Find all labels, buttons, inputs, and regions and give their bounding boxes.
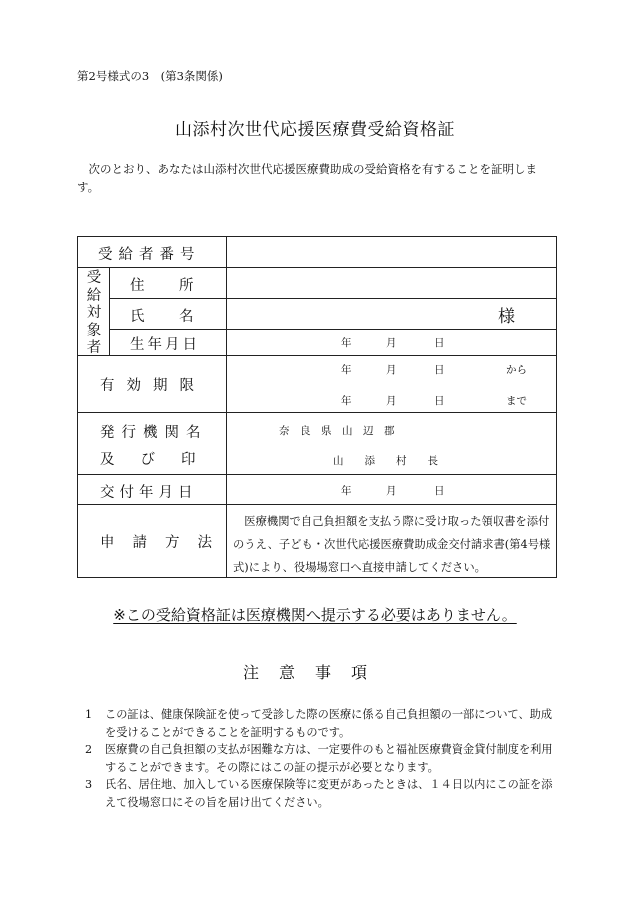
address-label: 住 所 [130, 278, 204, 294]
list-item: 2 医療費の自己負担額の支払が困難な方は、一定要件のもと福祉医療費資金貸付制度を利用することができます。その際にはこの証の提示が必要となります。 [85, 743, 553, 774]
valid-from-month: 月 [386, 364, 397, 376]
method-text: 医療機関で自己負担額を支払う際に受け取った領収書を添付のうえ、子ども・次世代応援医療費助成金交付請求書(第4号様式)により、役場場窓口へ直接申請してください。 [233, 515, 551, 574]
recipient-number-label: 受給者番号 [98, 247, 201, 263]
valid-until-month: 月 [386, 395, 397, 407]
valid-from-year: 年 [341, 364, 352, 376]
name-label: 氏 名 [130, 309, 204, 325]
valid-until-year: 年 [341, 395, 352, 407]
issue-year: 年 [341, 485, 352, 497]
row-divider [109, 298, 556, 299]
issuer-label: 発行機関名 [100, 425, 208, 441]
list-item: 3 氏名、居住地、加入している医療保険等に変更があったときは、１４日以内にこの証を添えて役場窓口にその旨を届け出てください。 [85, 778, 553, 809]
list-item: 1 この証は、健康保険証を使って受診した際の医療に係る自己負担額の一部について、助成を受けることができることを証明するものです。 [85, 708, 553, 739]
row-divider [78, 504, 556, 505]
column-divider [226, 237, 227, 577]
row-divider [78, 474, 556, 475]
notes-list [85, 706, 560, 811]
row-divider [78, 267, 556, 268]
birth-year: 年 [341, 337, 352, 349]
issue-month: 月 [386, 485, 397, 497]
caution-title: 注意事項 [242, 663, 387, 682]
birth-day: 日 [434, 337, 445, 349]
notice: ※この受給資格証は医療機関へ提示する必要はありません。 [113, 606, 517, 624]
form-number: 第2号様式の3 (第3条関係) [77, 69, 223, 83]
issue-date-label: 交付年月日 [100, 485, 198, 501]
issuer-mayor: 山 添 村 長 [333, 455, 438, 467]
subject-label: 受 給 対 象 者 [86, 270, 102, 356]
validity-label: 有効期限 [100, 378, 206, 394]
intro-text: 次のとおり、あなたは山添村次世代応援医療費助成の受給資格を有することを証明します。 [77, 162, 537, 194]
valid-from-label: から [506, 364, 527, 376]
valid-until-day: 日 [434, 395, 445, 407]
issuer-prefecture: 奈 良 県 山 辺 郡 [279, 425, 395, 437]
seal-label: 及び印 [100, 452, 222, 468]
valid-from-day: 日 [434, 364, 445, 376]
page-title: 山添村次世代応援医療費受給資格証 [175, 120, 455, 140]
row-divider [78, 355, 556, 356]
name-suffix: 様 [498, 307, 515, 327]
row-divider [78, 412, 556, 413]
method-label: 申請方法 [100, 535, 230, 551]
issue-day: 日 [434, 485, 445, 497]
column-divider [109, 267, 110, 355]
birthdate-label: 生年月日 [130, 337, 200, 353]
birth-month: 月 [386, 337, 397, 349]
valid-until-label: まで [506, 395, 527, 407]
certificate-table [77, 236, 557, 578]
row-divider [109, 329, 556, 330]
